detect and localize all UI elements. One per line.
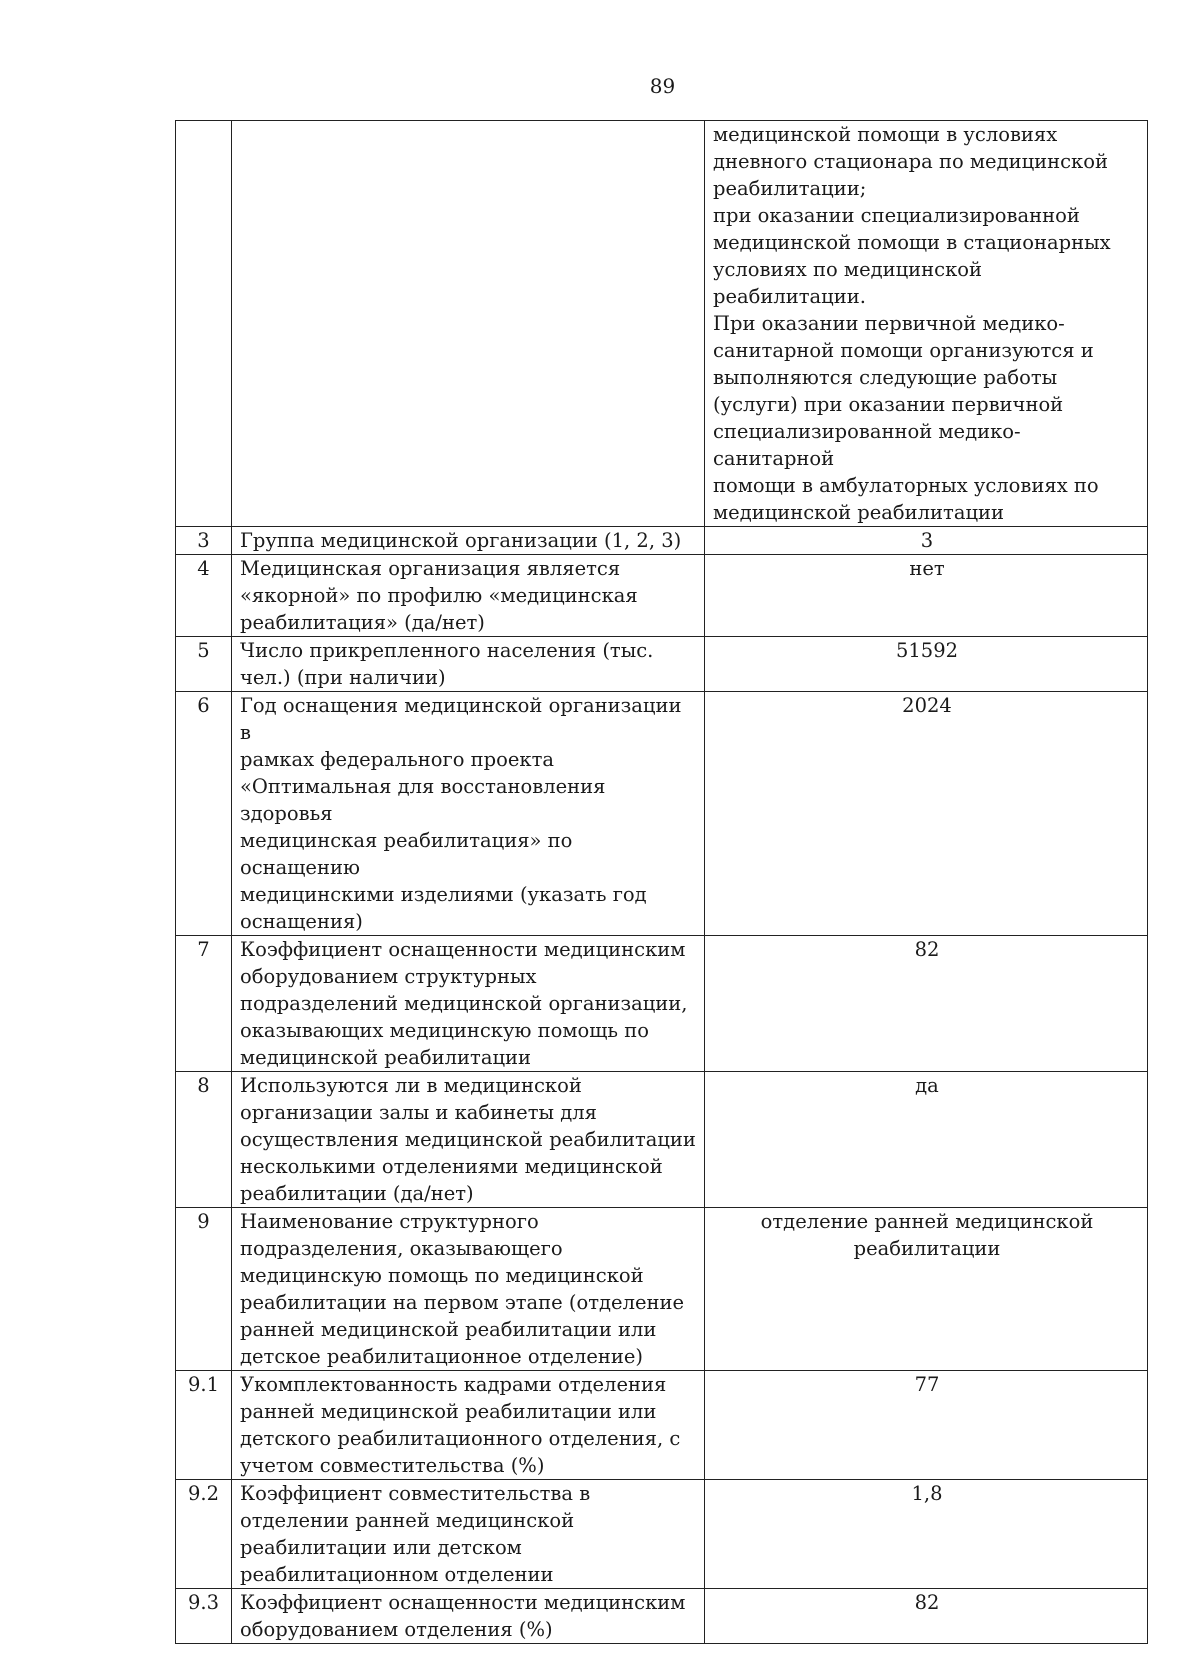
row-number: 9 (176, 1208, 232, 1371)
row-value: 82 (705, 1589, 1148, 1644)
row-parameter (232, 121, 705, 527)
data-table (175, 120, 1148, 1644)
table-row (176, 1208, 1148, 1371)
row-parameter: Коэффициент оснащенности медицинским оборудованием отделения (%) (232, 1589, 705, 1644)
row-parameter: Группа медицинской организации (1, 2, 3) (232, 527, 705, 555)
table-row (176, 1589, 1148, 1644)
table-row (176, 1371, 1148, 1480)
row-number: 9.2 (176, 1480, 232, 1589)
row-parameter: Коэффициент совместительства в отделении ранней медицинской реабилитации или детском реабилитационном отделении (232, 1480, 705, 1589)
row-value (705, 121, 1148, 527)
row-parameter: Год оснащения медицинской организации в рамках федерального проекта «Оптимальная для восстановления здоровья медицинская реабилитация» по оснащению медицинскими изделиями (указать год оснащения) (232, 692, 705, 936)
row-value: 77 (705, 1371, 1148, 1480)
row-number: 3 (176, 527, 232, 555)
table-row (176, 1072, 1148, 1208)
row-parameter: Число прикрепленного населения (тыс. чел.) (при наличии) (232, 637, 705, 692)
page-number: 89 (649, 74, 676, 98)
row-value: 82 (705, 936, 1148, 1072)
table-body (176, 121, 1148, 1644)
table-row-continuation (176, 121, 1148, 527)
table-row (176, 527, 1148, 555)
row-number: 4 (176, 555, 232, 637)
row-value: 1,8 (705, 1480, 1148, 1589)
table-row (176, 1480, 1148, 1589)
row-parameter: Медицинская организация является «якорной» по профилю «медицинская реабилитация» (да/нет) (232, 555, 705, 637)
row-parameter: Коэффициент оснащенности медицинским оборудованием структурных подразделений медицинской организации, оказывающих медицинскую помощь по медицинской реабилитации (232, 936, 705, 1072)
row-number: 7 (176, 936, 232, 1072)
row-value: да (705, 1072, 1148, 1208)
row-value: 51592 (705, 637, 1148, 692)
row-value: 3 (705, 527, 1148, 555)
row-number: 9.3 (176, 1589, 232, 1644)
row-number: 5 (176, 637, 232, 692)
row-value: нет (705, 555, 1148, 637)
continuation-text: медицинской помощи в условиях дневного стационара по медицинской реабилитации; при оказании специализированной медицинской помощи в стационарных условиях по медицинской реабилитации. При оказании первичной медико- санитарной помощи организуются и выполняются следующие работы (услуги) при оказании первичной специализированной медико-санитарной помощи в амбулаторных условиях по медицинской реабилитации (713, 123, 1111, 524)
row-number: 8 (176, 1072, 232, 1208)
table-row (176, 555, 1148, 637)
row-parameter: Наименование структурного подразделения, оказывающего медицинскую помощь по медицинской реабилитации на первом этапе (отделение ранней медицинской реабилитации или детское реабилитационное отделение) (232, 1208, 705, 1371)
row-parameter: Используются ли в медицинской организации залы и кабинеты для осуществления медицинской реабилитации несколькими отделениями медицинской реабилитации (да/нет) (232, 1072, 705, 1208)
row-value: отделение ранней медицинской реабилитации (705, 1208, 1148, 1371)
row-number: 9.1 (176, 1371, 232, 1480)
table-row (176, 936, 1148, 1072)
row-number: 6 (176, 692, 232, 936)
table-row (176, 637, 1148, 692)
row-number (176, 121, 232, 527)
table-row (176, 692, 1148, 936)
row-value: 2024 (705, 692, 1148, 936)
row-parameter: Укомплектованность кадрами отделения ранней медицинской реабилитации или детского реабилитационного отделения, с учетом совместительства (%) (232, 1371, 705, 1480)
